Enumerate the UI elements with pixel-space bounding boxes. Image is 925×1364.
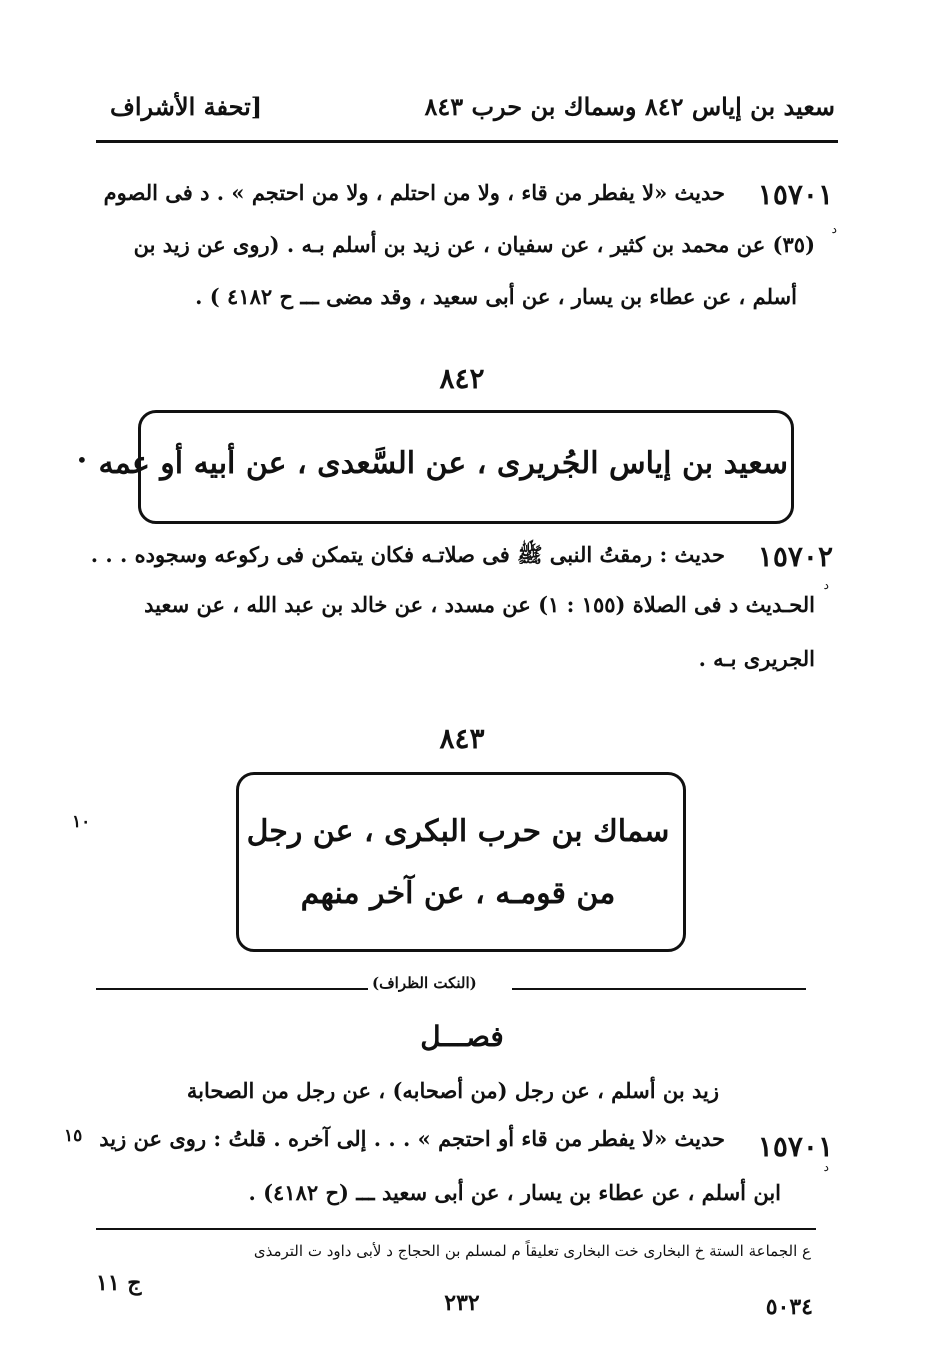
margin-siglum: د: [831, 222, 837, 236]
section-separator-right: [512, 988, 806, 990]
section-separator-left: [96, 988, 368, 990]
separator-label: (النكت الظراف): [372, 974, 477, 992]
hadith-number: ١٥٧٠١: [757, 1130, 833, 1163]
hadith-number: ١٥٧٠٢: [757, 540, 833, 573]
volume-number: ج ١١: [96, 1270, 142, 1296]
margin-line-number: ١٠: [72, 812, 91, 832]
hadith-text-line: ابن أسلم ، عن عطاء بن يسار ، عن أبى سعيد ـــ (ح ٤١٨٢) .: [248, 1180, 781, 1205]
chapter-title-box: [236, 772, 686, 952]
margin-line-number: ١٥: [64, 1126, 83, 1146]
hadith-code: ٥٠٣٤: [765, 1294, 813, 1320]
page-number: ٢٣٢: [444, 1290, 480, 1316]
section-number: ٨٤٢: [439, 362, 485, 395]
section-number: ٨٤٣: [439, 722, 485, 755]
fasl-heading: فصـــل: [420, 1020, 504, 1053]
running-header-book: [تحفة الأشراف: [110, 92, 263, 121]
chapter-title: سعيد بن إياس الجُريرى ، عن السَّعدى ، عن أبيه أو عمه: [98, 446, 788, 481]
hadith-text-line: الحـديث د فى الصلاة (١٥٥ : ١) عن مسدد ، عن خالد بن عبد الله ، عن سعيد: [144, 592, 815, 617]
hadith-text-line: الجريرى بـه .: [698, 646, 815, 671]
running-header-title: سعيد بن إياس ٨٤٢ وسماك بن حرب ٨٤٣: [424, 92, 835, 121]
hadith-text-line: أسلم ، عن عطاء بن يسار ، عن أبى سعيد ، وقد مضى ـــ ح ٤١٨٢ ) .: [195, 284, 797, 309]
hadith-text-line: حديث «لا يفطر من قاء ، ولا من احتلم ، ولا من احتجم » . د فى الصوم: [103, 180, 725, 205]
siglum-legend: ع الجماعة الستة خ البخارى خت البخارى تعليقاً م لمسلم بن الحجاج د لأبى داود ت الترمذى: [253, 1242, 811, 1260]
margin-dot: •: [76, 448, 88, 472]
chapter-title-line: سماك بن حرب البكرى ، عن رجل: [246, 814, 670, 849]
margin-siglum: د: [823, 1160, 829, 1174]
fasl-subheading: زيد بن أسلم ، عن رجل (من أصحابه) ، عن رجل من الصحابة: [186, 1078, 719, 1103]
header-rule: [96, 140, 838, 143]
hadith-text-line: حديث «لا يفطر من قاء أو احتجم » . . . إلى آخره . قلتُ : روى عن زيد: [99, 1126, 725, 1151]
footer-rule: [96, 1228, 816, 1230]
hadith-text-line: حديث : رمقتُ النبى ﷺ فى صلاتـه فكان يتمكن فى ركوعه وسجوده . . .: [90, 542, 725, 567]
chapter-title-line: من قومـه ، عن آخر منهم: [300, 876, 616, 911]
hadith-number: ١٥٧٠١: [757, 178, 833, 211]
hadith-text-line: (٣٥) عن محمد بن كثير ، عن سفيان ، عن زيد بن أسلم بـه . (روى عن زيد بن: [133, 232, 815, 257]
margin-siglum: د: [823, 578, 829, 592]
